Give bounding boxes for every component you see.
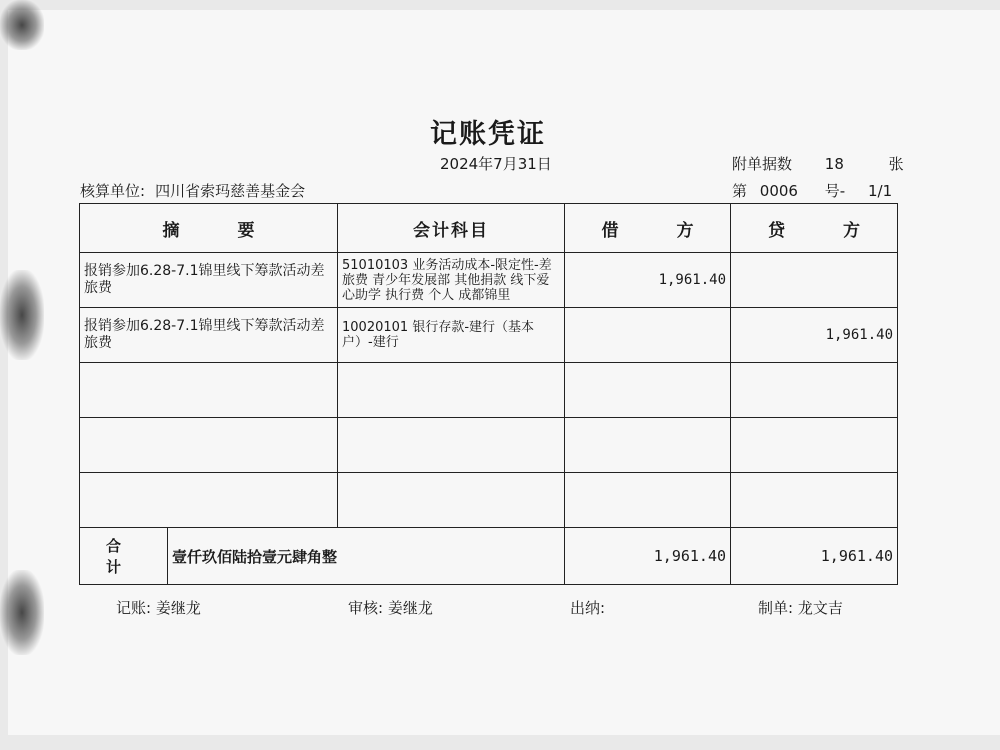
- total-credit: 1,961.40: [731, 528, 898, 585]
- header-credit: 贷 方: [731, 204, 898, 253]
- total-amount-words: 壹仟玖佰陆拾壹元肆角整: [168, 528, 565, 585]
- voucher-table: [79, 203, 898, 585]
- row-summary: 报销参加6.28-7.1锦里线下筹款活动差旅费: [80, 253, 338, 308]
- voucher-no-prefix: 第: [732, 182, 748, 200]
- table-row: [80, 308, 898, 363]
- row-summary: [80, 418, 338, 473]
- bookkeeper-name: 姜继龙: [155, 599, 201, 617]
- row-credit: 1,961.40: [731, 308, 898, 363]
- scan-smudge-bottom: [0, 570, 44, 655]
- total-debit: 1,961.40: [565, 528, 731, 585]
- maker-label: 制单:: [758, 599, 794, 617]
- footer-cashier: [570, 597, 605, 618]
- row-debit: [565, 363, 731, 418]
- row-account: 51010103 业务活动成本-限定性-差旅费 青少年发展部 其他捐款 线下爱心助学 执行费 个人 成都锦里: [338, 253, 565, 308]
- cashier-label: 出纳:: [570, 599, 606, 617]
- attachments-count-line: [732, 153, 904, 174]
- row-debit: 1,961.40: [565, 253, 731, 308]
- table-row: [80, 253, 898, 308]
- footer-bookkeeper: [116, 597, 201, 618]
- scan-smudge-middle: [0, 270, 44, 360]
- scan-smudge-top: [0, 0, 44, 50]
- table-header-row: [80, 204, 898, 253]
- header-account: 会计科目: [338, 204, 565, 253]
- footer-reviewer: [348, 597, 433, 618]
- row-credit: [731, 473, 898, 528]
- attachments-unit: 张: [888, 155, 904, 173]
- row-summary: [80, 363, 338, 418]
- unit-label: 核算单位:: [80, 182, 146, 200]
- row-credit: [731, 418, 898, 473]
- voucher-no-suffix: 号-: [824, 182, 846, 200]
- voucher-page: 1/1: [867, 182, 893, 200]
- row-account: 10020101 银行存款-建行（基本户）-建行: [338, 308, 565, 363]
- row-debit: [565, 418, 731, 473]
- attachments-count: 18: [824, 155, 844, 173]
- row-summary: 报销参加6.28-7.1锦里线下筹款活动差旅费: [80, 308, 338, 363]
- total-label: [80, 528, 168, 585]
- table-row: [80, 363, 898, 418]
- row-credit: [731, 363, 898, 418]
- table-row: [80, 418, 898, 473]
- total-label-text: 合 计: [105, 537, 141, 576]
- attachments-label: 附单据数: [732, 155, 793, 173]
- unit-name: 四川省索玛慈善基金会: [155, 182, 306, 200]
- total-row: [80, 528, 898, 585]
- accounting-unit: [80, 180, 305, 201]
- voucher-number: [732, 180, 892, 201]
- reviewer-label: 审核:: [348, 599, 384, 617]
- row-debit: [565, 473, 731, 528]
- row-summary: [80, 473, 338, 528]
- row-account: [338, 473, 565, 528]
- voucher-no-value: 0006: [759, 182, 798, 200]
- row-debit: [565, 308, 731, 363]
- header-summary: 摘 要: [80, 204, 338, 253]
- row-account: [338, 363, 565, 418]
- header-debit: 借 方: [565, 204, 731, 253]
- maker-name: 龙文吉: [797, 599, 843, 617]
- voucher-date: 2024年7月31日: [440, 155, 552, 173]
- table-row: [80, 473, 898, 528]
- row-account: [338, 418, 565, 473]
- footer-maker: [758, 597, 843, 618]
- bookkeeper-label: 记账:: [116, 599, 152, 617]
- row-credit: [731, 253, 898, 308]
- reviewer-name: 姜继龙: [387, 599, 433, 617]
- voucher-title: 记账凭证: [430, 119, 546, 150]
